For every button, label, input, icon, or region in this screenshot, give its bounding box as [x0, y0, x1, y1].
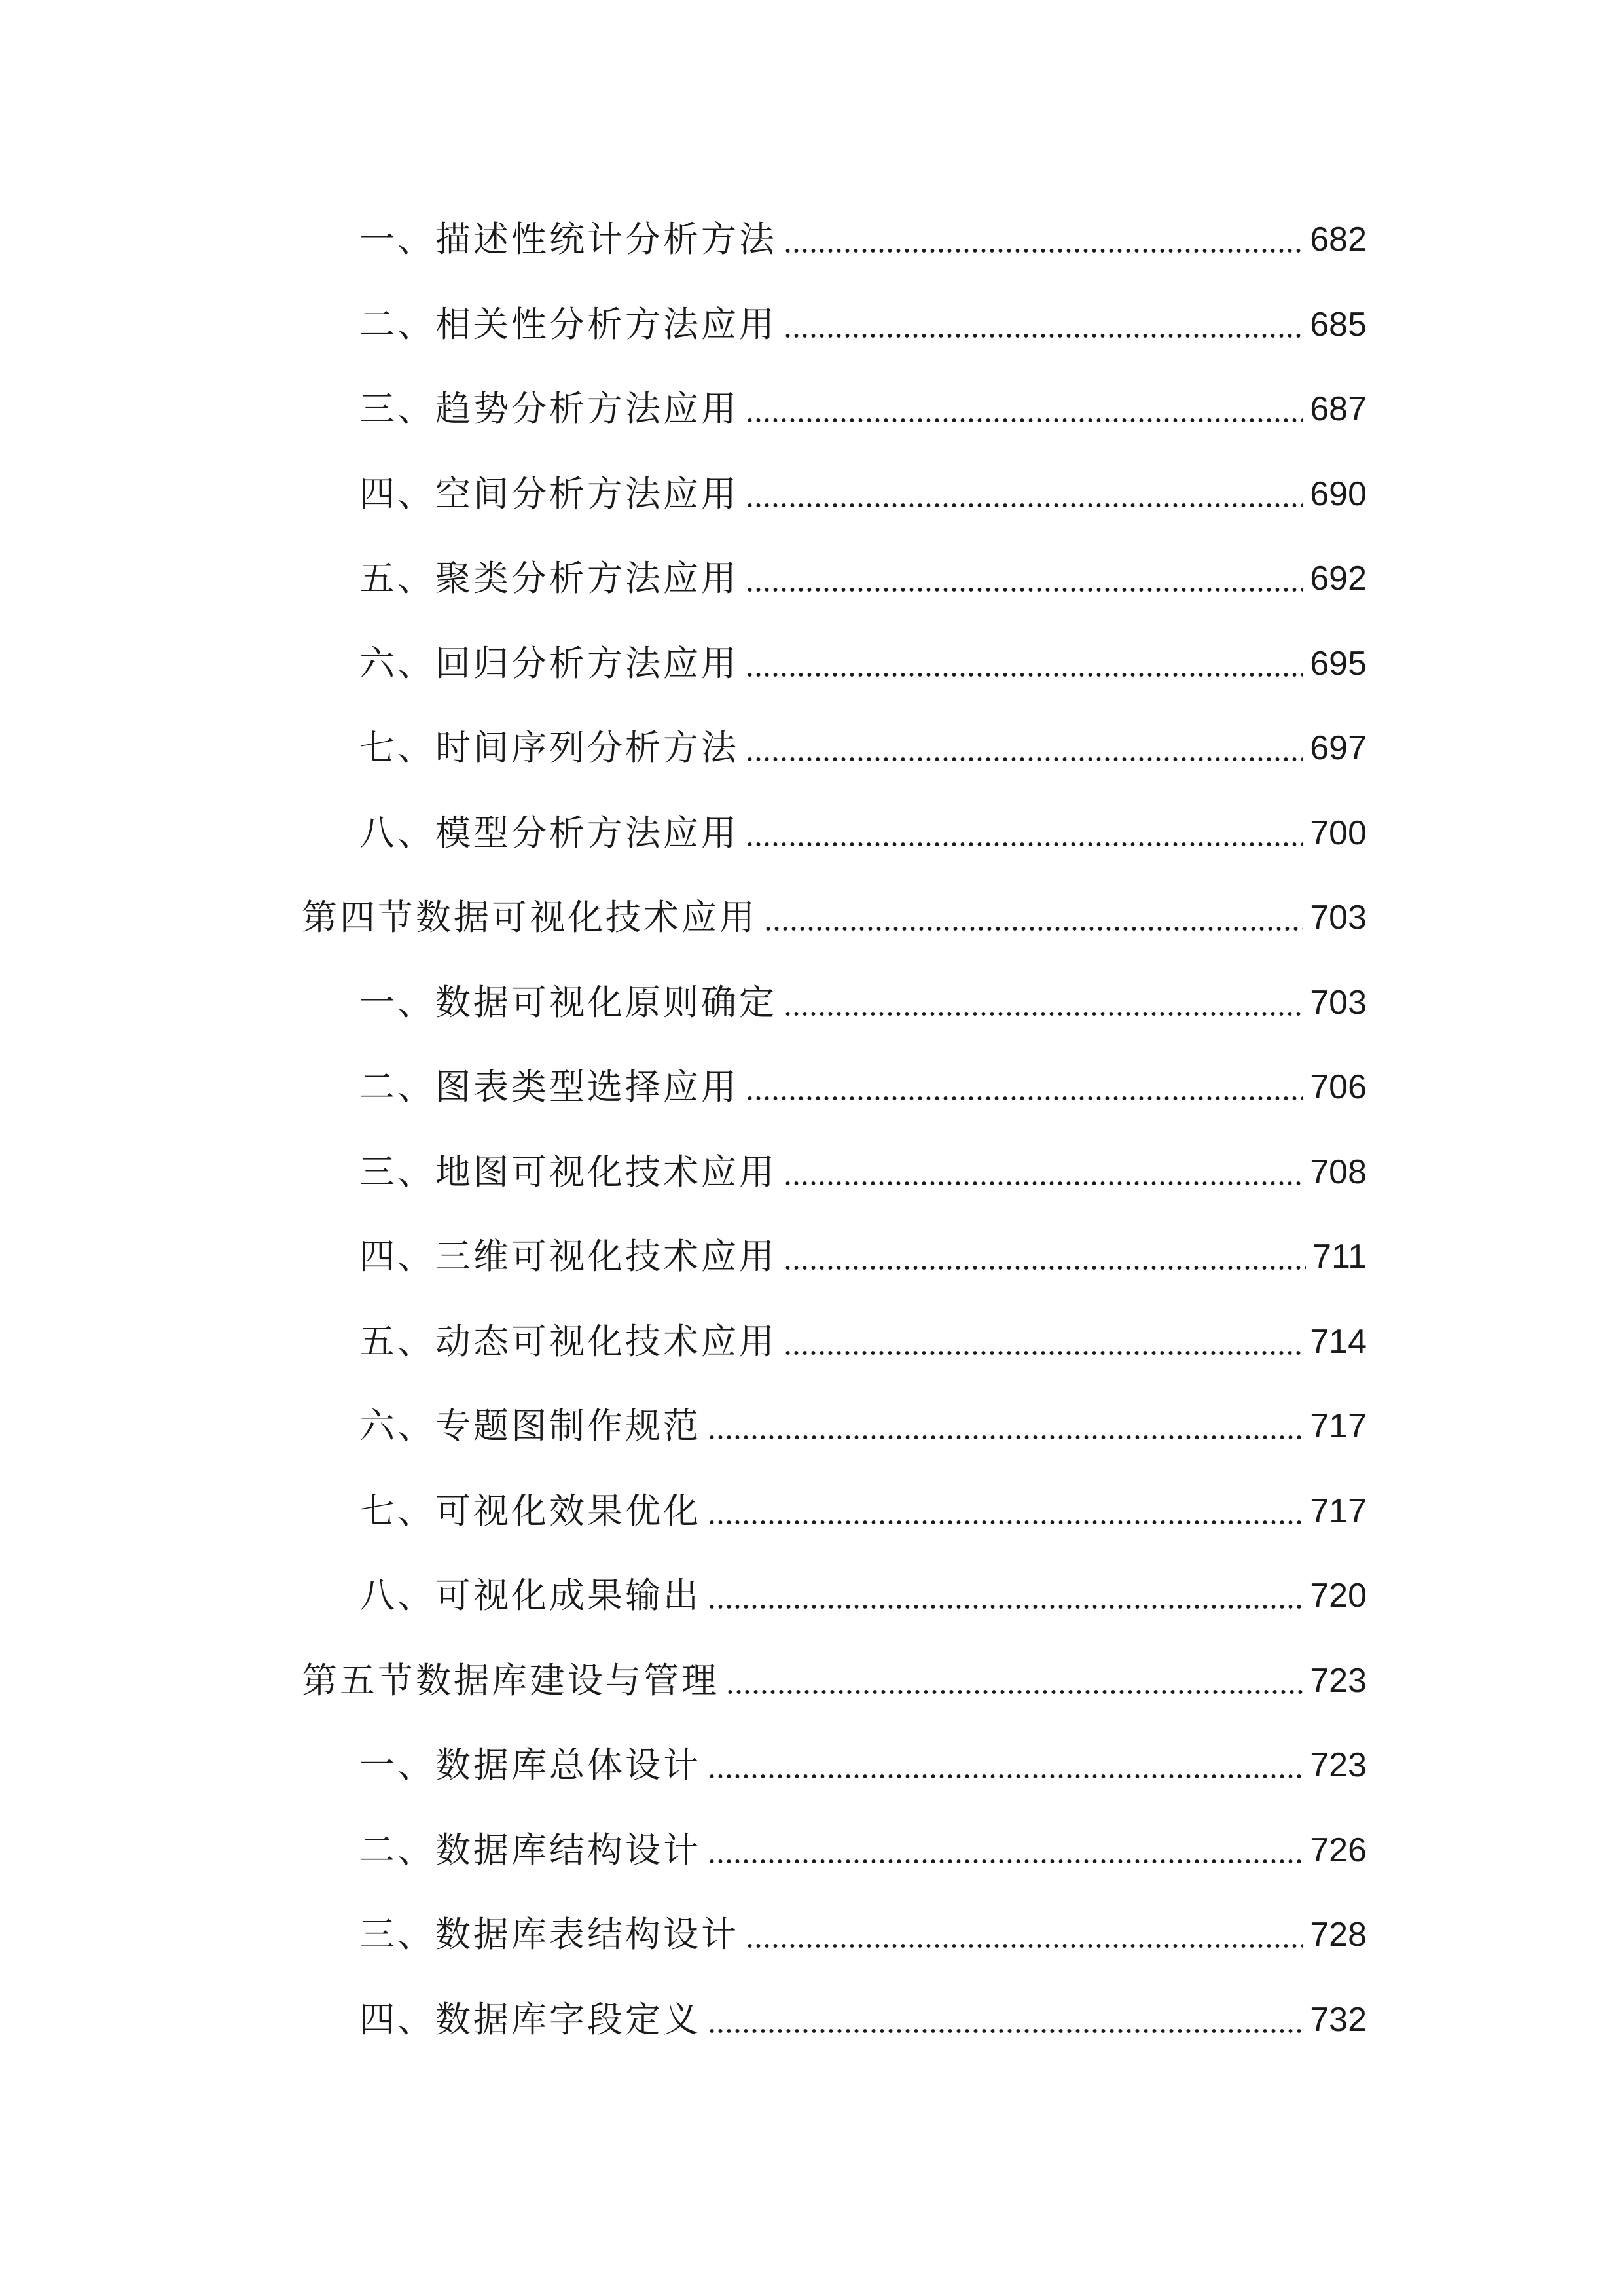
toc-entry-title: 七、时间序列分析方法 — [359, 727, 739, 768]
toc-entry-page: 685 — [1310, 306, 1367, 344]
toc-entry-page: 717 — [1310, 1407, 1367, 1445]
toc-entry-title: 四、三维可视化技术应用 — [359, 1236, 777, 1277]
toc-entry[interactable] — [359, 1224, 1367, 1289]
dot-leader — [708, 1604, 1303, 1609]
toc-entry-title: 六、回归分析方法应用 — [359, 643, 739, 684]
toc-entry-title: 三、地图可视化技术应用 — [359, 1151, 777, 1193]
toc-entry[interactable] — [359, 1139, 1367, 1205]
toc-entry[interactable] — [359, 970, 1367, 1035]
toc-section-entry[interactable] — [302, 1648, 1367, 1713]
dot-leader — [726, 1689, 1303, 1695]
dot-leader — [784, 1350, 1303, 1355]
toc-entry-page: 682 — [1310, 221, 1367, 259]
dot-leader — [708, 2028, 1303, 2034]
toc-entry-page: 700 — [1310, 814, 1367, 852]
toc-entry-title: 一、数据库总体设计 — [359, 1744, 701, 1785]
toc-entry[interactable] — [359, 546, 1367, 611]
toc-entry-title: 四、空间分析方法应用 — [359, 473, 739, 514]
toc-entry[interactable] — [359, 1054, 1367, 1120]
dot-leader — [708, 1774, 1303, 1779]
toc-entry-title: 二、相关性分析方法应用 — [359, 304, 777, 345]
toc-entry-page: 687 — [1310, 390, 1367, 428]
toc-entry-page: 732 — [1310, 2001, 1367, 2039]
toc-entry-title: 八、可视化成果输出 — [359, 1575, 701, 1616]
toc-entry[interactable] — [359, 631, 1367, 696]
toc-entry-title: 五、聚类分析方法应用 — [359, 558, 739, 599]
toc-entry-page: 728 — [1310, 1916, 1367, 1954]
toc-entry-page: 723 — [1310, 1746, 1367, 1784]
toc-entry[interactable] — [359, 1393, 1367, 1459]
toc-entry-page: 720 — [1310, 1577, 1367, 1615]
toc-entry[interactable] — [359, 1902, 1367, 1967]
toc-entry-page: 692 — [1310, 560, 1367, 598]
dot-leader — [784, 1265, 1306, 1270]
dot-leader — [708, 1859, 1303, 1864]
toc-entry[interactable] — [359, 800, 1367, 866]
toc-entry-page: 697 — [1310, 729, 1367, 767]
dot-leader — [746, 757, 1303, 762]
toc-entry-title: 三、数据库表结构设计 — [359, 1914, 739, 1955]
toc-entry-page: 708 — [1310, 1153, 1367, 1191]
toc-entry-page: 714 — [1310, 1323, 1367, 1361]
toc-entry[interactable] — [359, 376, 1367, 442]
toc-entry-title: 二、数据库结构设计 — [359, 1829, 701, 1871]
dot-leader — [746, 503, 1303, 508]
toc-section-entry[interactable] — [302, 885, 1367, 950]
toc-entry[interactable] — [359, 1479, 1367, 1544]
toc-entry-title: 六、专题图制作规范 — [359, 1405, 701, 1446]
dot-leader — [746, 842, 1303, 847]
toc-entry-title: 八、模型分析方法应用 — [359, 812, 739, 853]
toc-entry-page: 711 — [1312, 1238, 1367, 1276]
dot-leader — [784, 1181, 1303, 1186]
toc-entry-title: 一、描述性统计分析方法 — [359, 219, 777, 260]
toc-entry[interactable] — [359, 1563, 1367, 1628]
dot-leader — [708, 1520, 1303, 1525]
toc-entry[interactable] — [359, 292, 1367, 357]
toc-entry[interactable] — [359, 1987, 1367, 2053]
toc-entry[interactable] — [359, 1732, 1367, 1798]
toc-entry-title: 七、可视化效果优化 — [359, 1490, 701, 1532]
toc-entry-title: 一、数据可视化原则确定 — [359, 982, 777, 1023]
dot-leader — [784, 1011, 1303, 1016]
toc-entry-page: 723 — [1310, 1662, 1367, 1700]
dot-leader — [784, 333, 1303, 338]
dot-leader — [746, 1096, 1303, 1101]
dot-leader — [746, 587, 1303, 592]
dot-leader — [746, 1943, 1303, 1948]
toc-entry-page: 695 — [1310, 645, 1367, 683]
toc-entry[interactable] — [359, 1818, 1367, 1883]
dot-leader — [764, 926, 1303, 931]
dot-leader — [708, 1435, 1303, 1440]
toc-entry-title: 四、数据库字段定义 — [359, 1999, 701, 2040]
toc-entry-page: 726 — [1310, 1831, 1367, 1869]
dot-leader — [784, 248, 1303, 253]
toc-entry[interactable] — [359, 1309, 1367, 1374]
toc-entry-title: 第四节数据可视化技术应用 — [302, 897, 757, 938]
toc-entry-title: 三、趋势分析方法应用 — [359, 388, 739, 429]
toc-entry-title: 第五节数据库建设与管理 — [302, 1660, 719, 1701]
toc-entry[interactable] — [359, 461, 1367, 527]
toc-entry[interactable] — [359, 207, 1367, 272]
toc-entry-title: 五、动态可视化技术应用 — [359, 1321, 777, 1362]
toc-entry-page: 706 — [1310, 1068, 1367, 1106]
dot-leader — [746, 418, 1303, 423]
toc-entry[interactable] — [359, 715, 1367, 781]
toc-entry-page: 703 — [1310, 899, 1367, 937]
toc-entry-page: 703 — [1310, 984, 1367, 1022]
toc-entry-page: 717 — [1310, 1492, 1367, 1530]
toc-entry-page: 690 — [1310, 475, 1367, 513]
toc-entry-title: 二、图表类型选择应用 — [359, 1066, 739, 1107]
dot-leader — [746, 672, 1303, 677]
